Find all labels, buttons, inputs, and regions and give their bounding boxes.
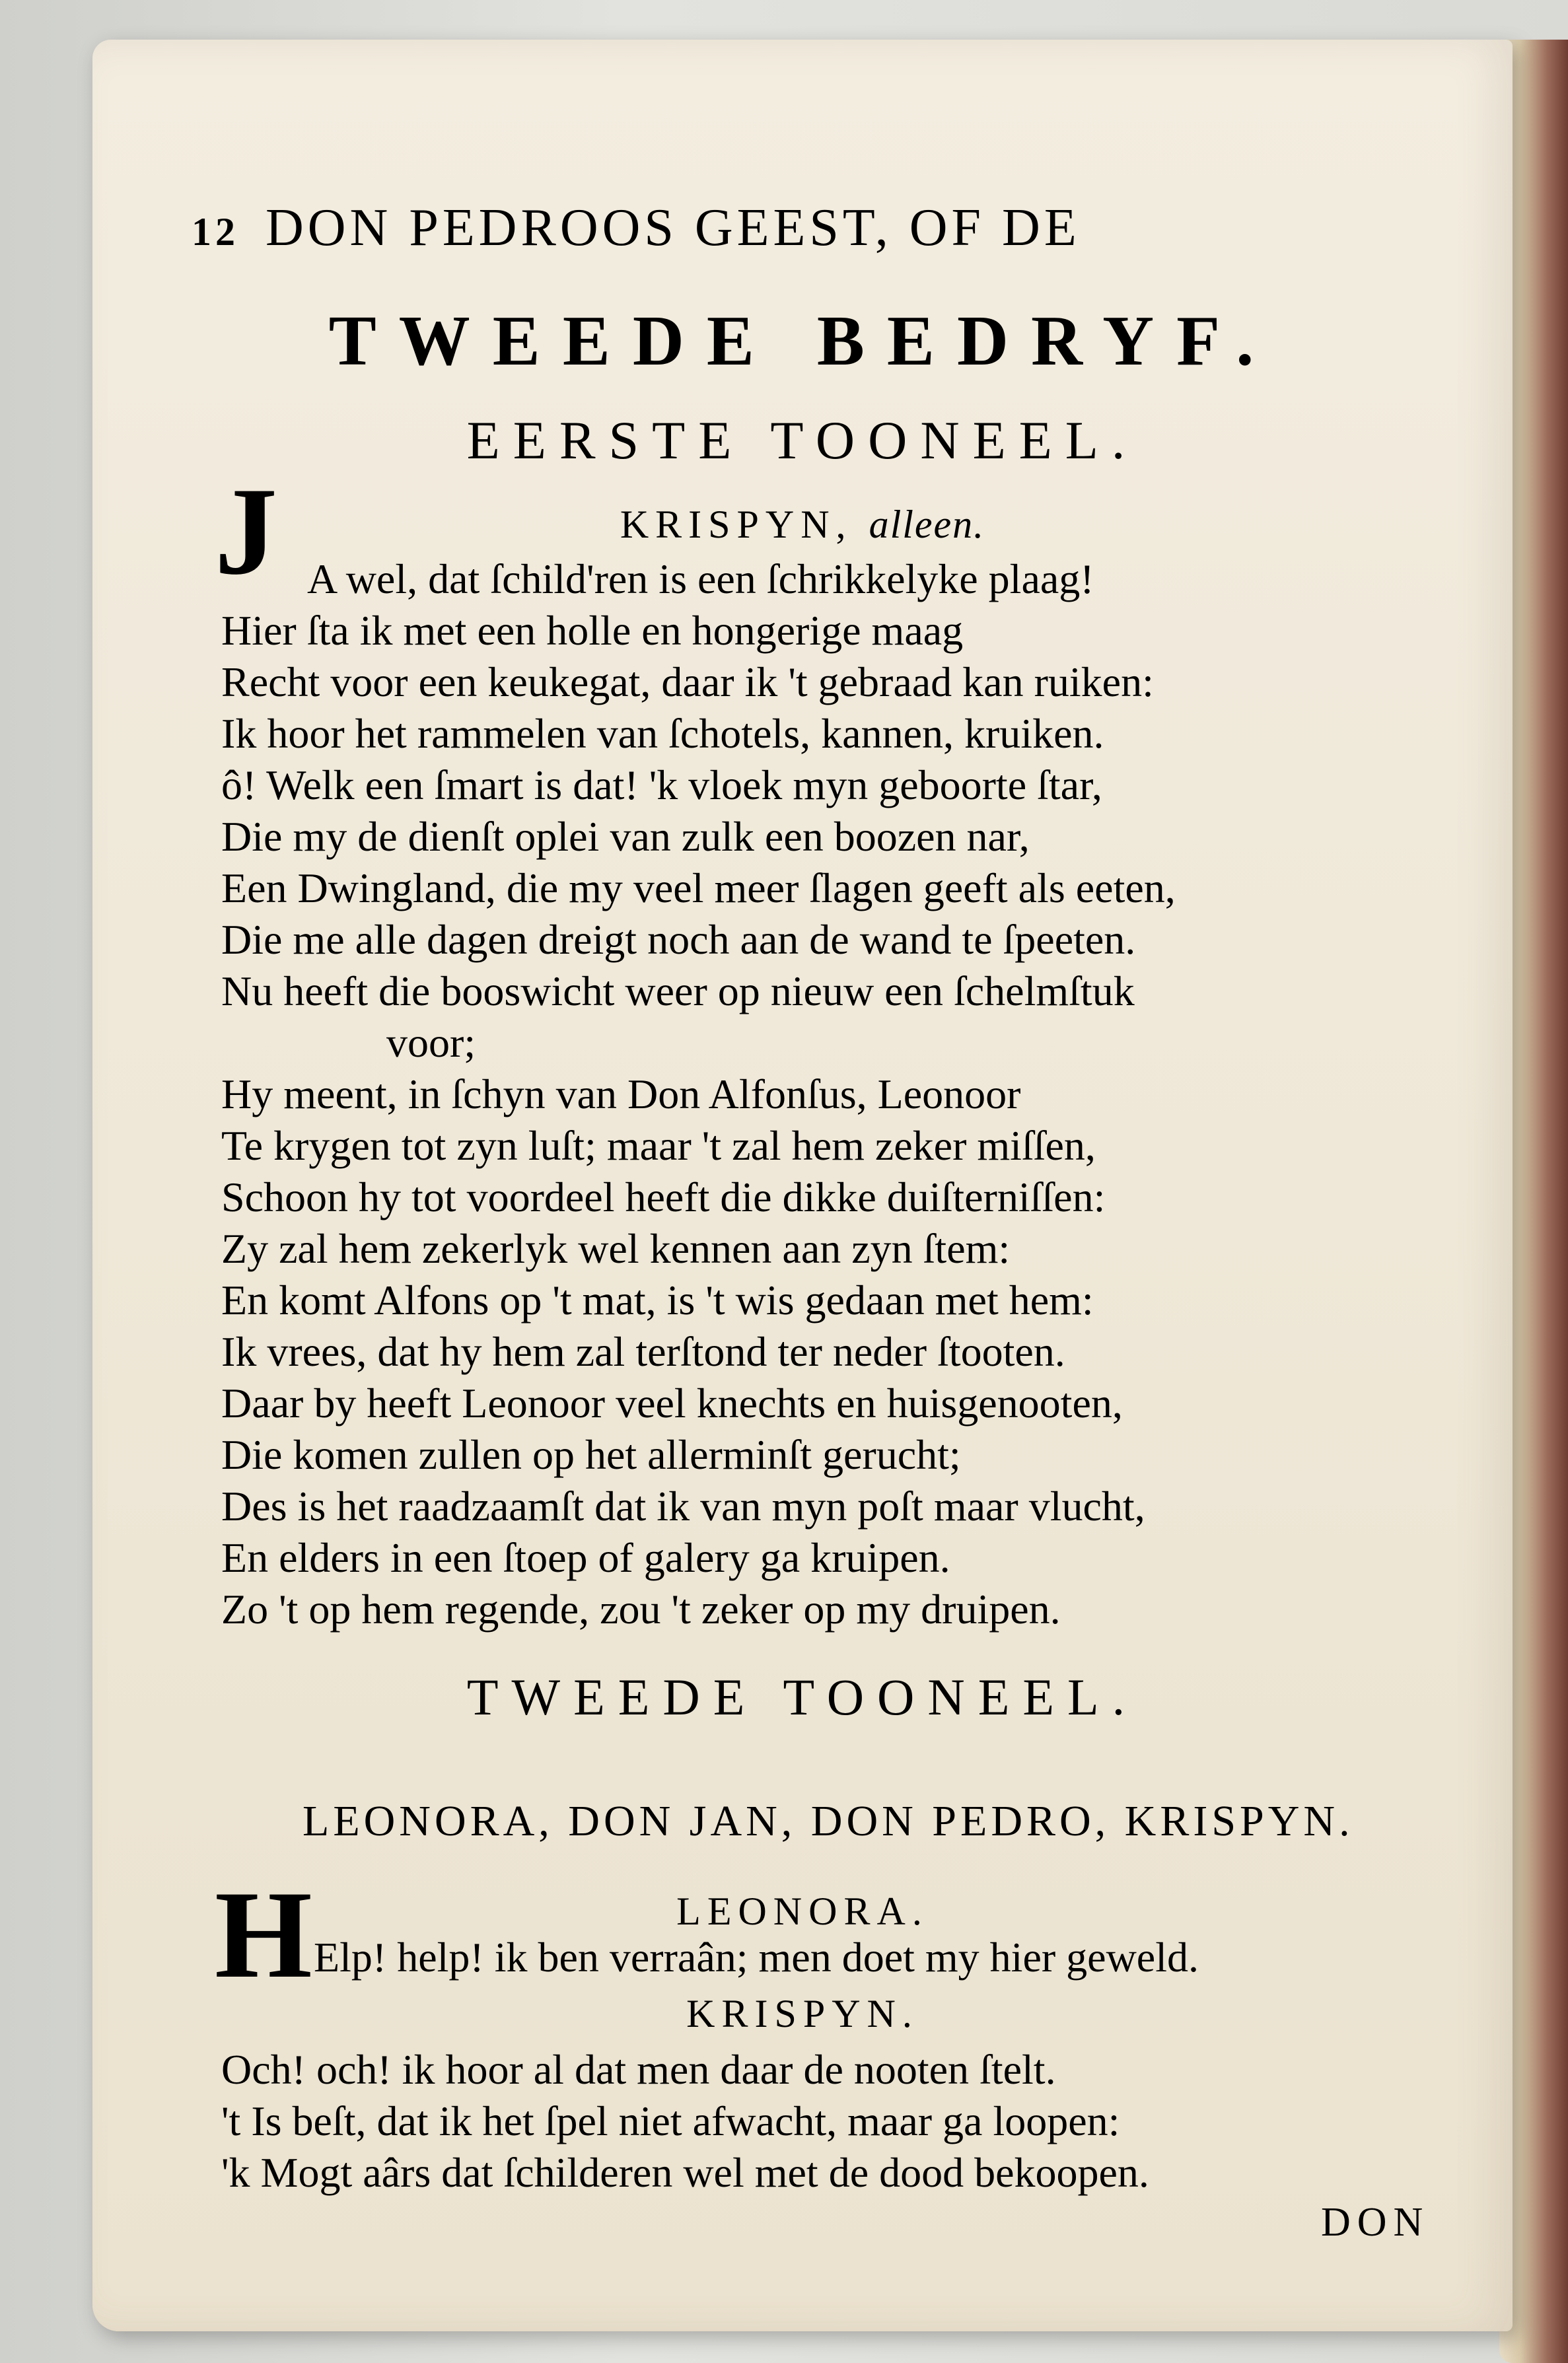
verse-line: Zy zal hem zekerlyk wel kennen aan zyn ſtem:: [221, 1225, 1011, 1272]
verse-line: Hy meent, in ſchyn van Don Alfonſus, Leonoor: [221, 1071, 1021, 1117]
verse-line: Och! och! ik hoor al dat men daar de nooten ſtelt.: [221, 2046, 1056, 2093]
verse-line: Hier ſta ik met een holle en hongerige maag: [221, 607, 964, 654]
verse-line: Ik hoor het rammelen van ſchotels, kannen, kruiken.: [221, 710, 1104, 757]
verse-line: Daar by heeft Leonoor veel knechts en huisgenooten,: [221, 1380, 1123, 1427]
scene2-speaker-leonora: LEONORA.: [676, 1889, 929, 1933]
scene2-speaker-krispyn: KRISPYN.: [686, 1992, 919, 2035]
verse-line: voor;: [386, 1019, 476, 1066]
scene2-persons: LEONORA, DON JAN, DON PEDRO, KRISPYN.: [303, 1797, 1354, 1845]
verse-line: Zo 't op hem regende, zou 't zeker op my druipen.: [221, 1586, 1061, 1633]
scene1-speaker: [92, 502, 1513, 547]
verse-line: Die my de dienſt oplei van zulk een boozen nar,: [221, 813, 1030, 860]
act-title: TWEEDE BEDRYF.: [328, 302, 1277, 380]
verse-line: Des is het raadzaamſt dat ik van myn poſt maar vlucht,: [221, 1483, 1145, 1530]
scene2-line1: [314, 1932, 1489, 1983]
verse-line: En elders in een ſtoep of galery ga kruipen.: [221, 1534, 950, 1581]
verse-line: ô! Welk een ſmart is dat! 'k vloek myn geboorte ſtar,: [221, 761, 1102, 808]
stage-direction: alleen.: [869, 503, 985, 546]
verse-line: A wel, dat ſchild'ren is een ſchrikkelyke plaag!: [307, 555, 1094, 602]
page-number: 12: [192, 210, 239, 254]
verse-line: Een Dwingland, die my veel meer ſlagen geeft als eeten,: [221, 864, 1176, 911]
drop-cap-h: H: [215, 1866, 312, 2004]
verse-line: Te krygen tot zyn luſt; maar 't zal hem zeker miſſen,: [221, 1122, 1096, 1169]
verse-line: 'k Mogt aârs dat ſchilderen wel met de dood bekoopen.: [221, 2149, 1149, 2196]
catchword: DON: [1321, 2200, 1430, 2245]
speaker-name: KRISPYN,: [620, 503, 853, 546]
scene1-title: EERSTE TOONEEL.: [466, 410, 1139, 470]
drop-cap-j: J: [215, 462, 277, 601]
verse-line: Die me alle dagen dreigt noch aan de wand te ſpeeten.: [221, 916, 1136, 963]
verse-line: Nu heeft die booswicht weer op nieuw een ſchelmſtuk: [221, 968, 1135, 1014]
running-head-title: DON PEDROOS GEEST, OF DE: [266, 199, 1081, 257]
scene2-title: TWEEDE TOONEEL.: [466, 1668, 1139, 1726]
verse-line: Ik vrees, dat hy hem zal terſtond ter neder ſtooten.: [221, 1328, 1065, 1375]
running-head: [192, 198, 1394, 271]
verse-line: En komt Alfons op 't mat, is 't wis gedaan met hem:: [221, 1277, 1094, 1323]
verse-line: Recht voor een keukegat, daar ik 't gebraad kan ruiken:: [221, 658, 1154, 705]
verse-line: 't Is beſt, dat ik het ſpel niet afwacht, maar ga loopen:: [221, 2098, 1120, 2144]
scene2-verse: [221, 2044, 1397, 2199]
scene1-verse: [221, 553, 1483, 1635]
verse-line: Schoon hy tot voordeel heeft die dikke duiſterniſſen:: [221, 1174, 1106, 1220]
verse-line: Die komen zullen op het allerminſt gerucht;: [221, 1431, 961, 1478]
verse-line: Elp! help! ik ben verraân; men doet my hier geweld.: [314, 1934, 1199, 1981]
book-page: [92, 40, 1513, 2331]
